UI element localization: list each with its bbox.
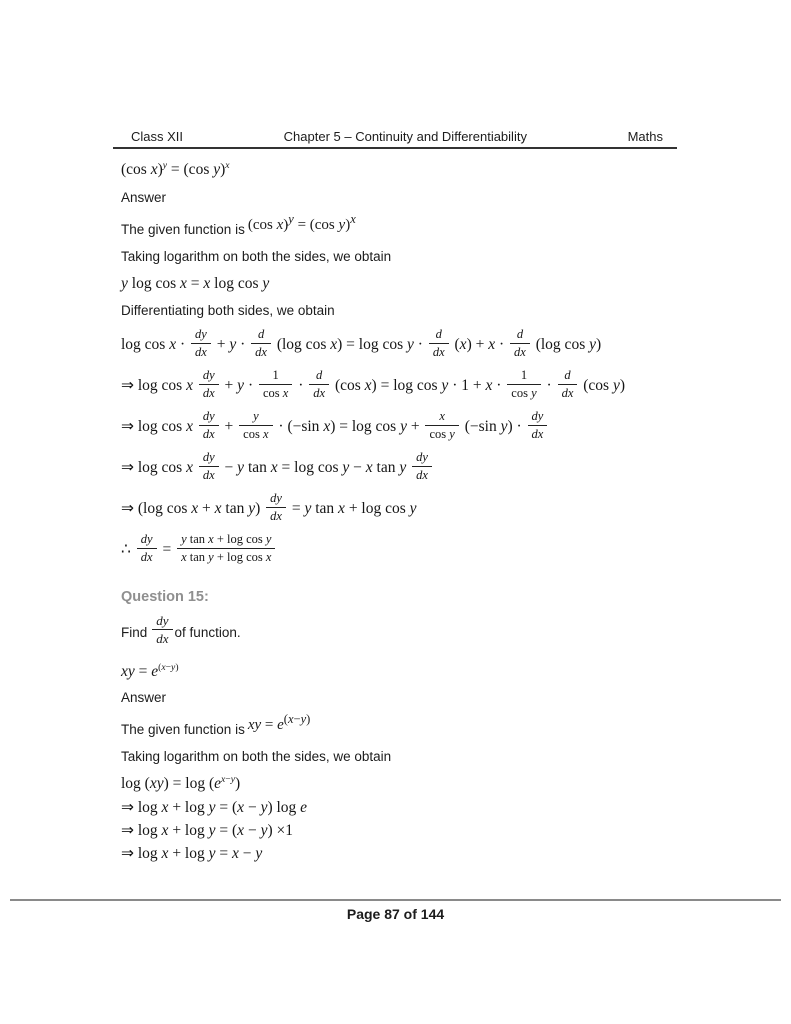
log-equation: y log cos x = x log cos y bbox=[121, 275, 270, 293]
equation-given-q14: (cos x)$^y$ = (cos y)$^x$ bbox=[121, 159, 230, 178]
given-function-text-q15: The given function is bbox=[121, 722, 245, 738]
answer-label: Answer bbox=[121, 190, 167, 206]
find-derivative-line bbox=[121, 613, 711, 653]
taking-log-text-q15: Taking logarithm on both the sides, we obtain bbox=[121, 749, 392, 765]
derivation-step-5: ⇒ (log cos x + x tan y) $\frac{dy}{dx}$ = y tan x + log cos y bbox=[121, 491, 417, 524]
q15-step-3: ⇒ log x + log y = (x − y) ×1 bbox=[121, 821, 293, 839]
page-body bbox=[121, 150, 711, 872]
find-prefix-text: Find bbox=[121, 625, 148, 641]
question-15-heading: Question 15: bbox=[121, 588, 209, 605]
derivation-step-2: ⇒ log cos x $\frac{dy}{dx}$ + y · $\frac{1}{\text{cos x}}$ · $\frac{d}{dx}$ (cos x) = log cos y · 1 + x · $\frac{1}{\text{cos y}}$ · $\frac{d}{dx}$ (cos y) bbox=[121, 368, 626, 401]
derivation-result: ∴ $\frac{dy}{dx}$ = $\frac{\text{y tan x + log cos y}}{\text{x tan y + log cos x}}$ bbox=[121, 533, 711, 567]
derivation-step-4: ⇒ log cos x $\frac{dy}{dx}$ − y tan x = log cos y − x tan y $\frac{dy}{dx}$ bbox=[121, 451, 711, 485]
inline-equation-q15: xy = $e^{(x-y)}$ bbox=[247, 712, 311, 734]
given-function-line bbox=[121, 212, 711, 239]
q15-step-1: $\log (xy) = \log (e^{x-y})$ bbox=[121, 773, 241, 793]
differentiating-text: Differentiating both sides, we obtain bbox=[121, 302, 335, 318]
header-class-label: Class XII bbox=[131, 129, 184, 144]
page-footer bbox=[10, 899, 781, 922]
inline-equation-q14: (cos x)$^y$ = (cos y)$^x$ bbox=[247, 212, 356, 234]
derivation-step-1: log cos x · $\frac{dy}{dx}$ + y · $\frac{d}{dx}$ (log cos x) = log cos y · $\frac{d}{dx}$ (x) + x · $\frac{d}{dx}$ (log cos y) bbox=[121, 327, 602, 360]
header-chapter-title: Chapter 5 – Continuity and Differentiability bbox=[283, 129, 527, 144]
dy-dx-fraction: $\frac{dy}{dx}$ bbox=[150, 616, 174, 650]
taking-log-text: Taking logarithm on both the sides, we obtain bbox=[121, 249, 392, 265]
equation-given-q15: xy = $e^{(x-y)}$ bbox=[121, 661, 179, 680]
page-header bbox=[113, 129, 677, 149]
q15-step-2: ⇒ log x + log y = (x − y) log e bbox=[121, 798, 308, 816]
header-subject-label: Maths bbox=[627, 129, 663, 144]
answer-label-q15: Answer bbox=[121, 690, 167, 706]
given-function-line-q15 bbox=[121, 712, 711, 739]
derivation-step-3: ⇒ log cos x $\frac{dy}{dx}$ + $\frac{y}{\text{cos x}}$ · (−sin x) = log cos y + $\frac{x}{\text{cos y}}$ (−sin y) · $\frac{dy}{dx}$ bbox=[121, 410, 711, 444]
find-suffix-text: of function. bbox=[174, 625, 241, 641]
given-function-text: The given function is bbox=[121, 222, 245, 238]
q15-step-4: ⇒ log x + log y = x − y bbox=[121, 845, 263, 863]
page-number: Page 87 of 144 bbox=[346, 906, 445, 922]
